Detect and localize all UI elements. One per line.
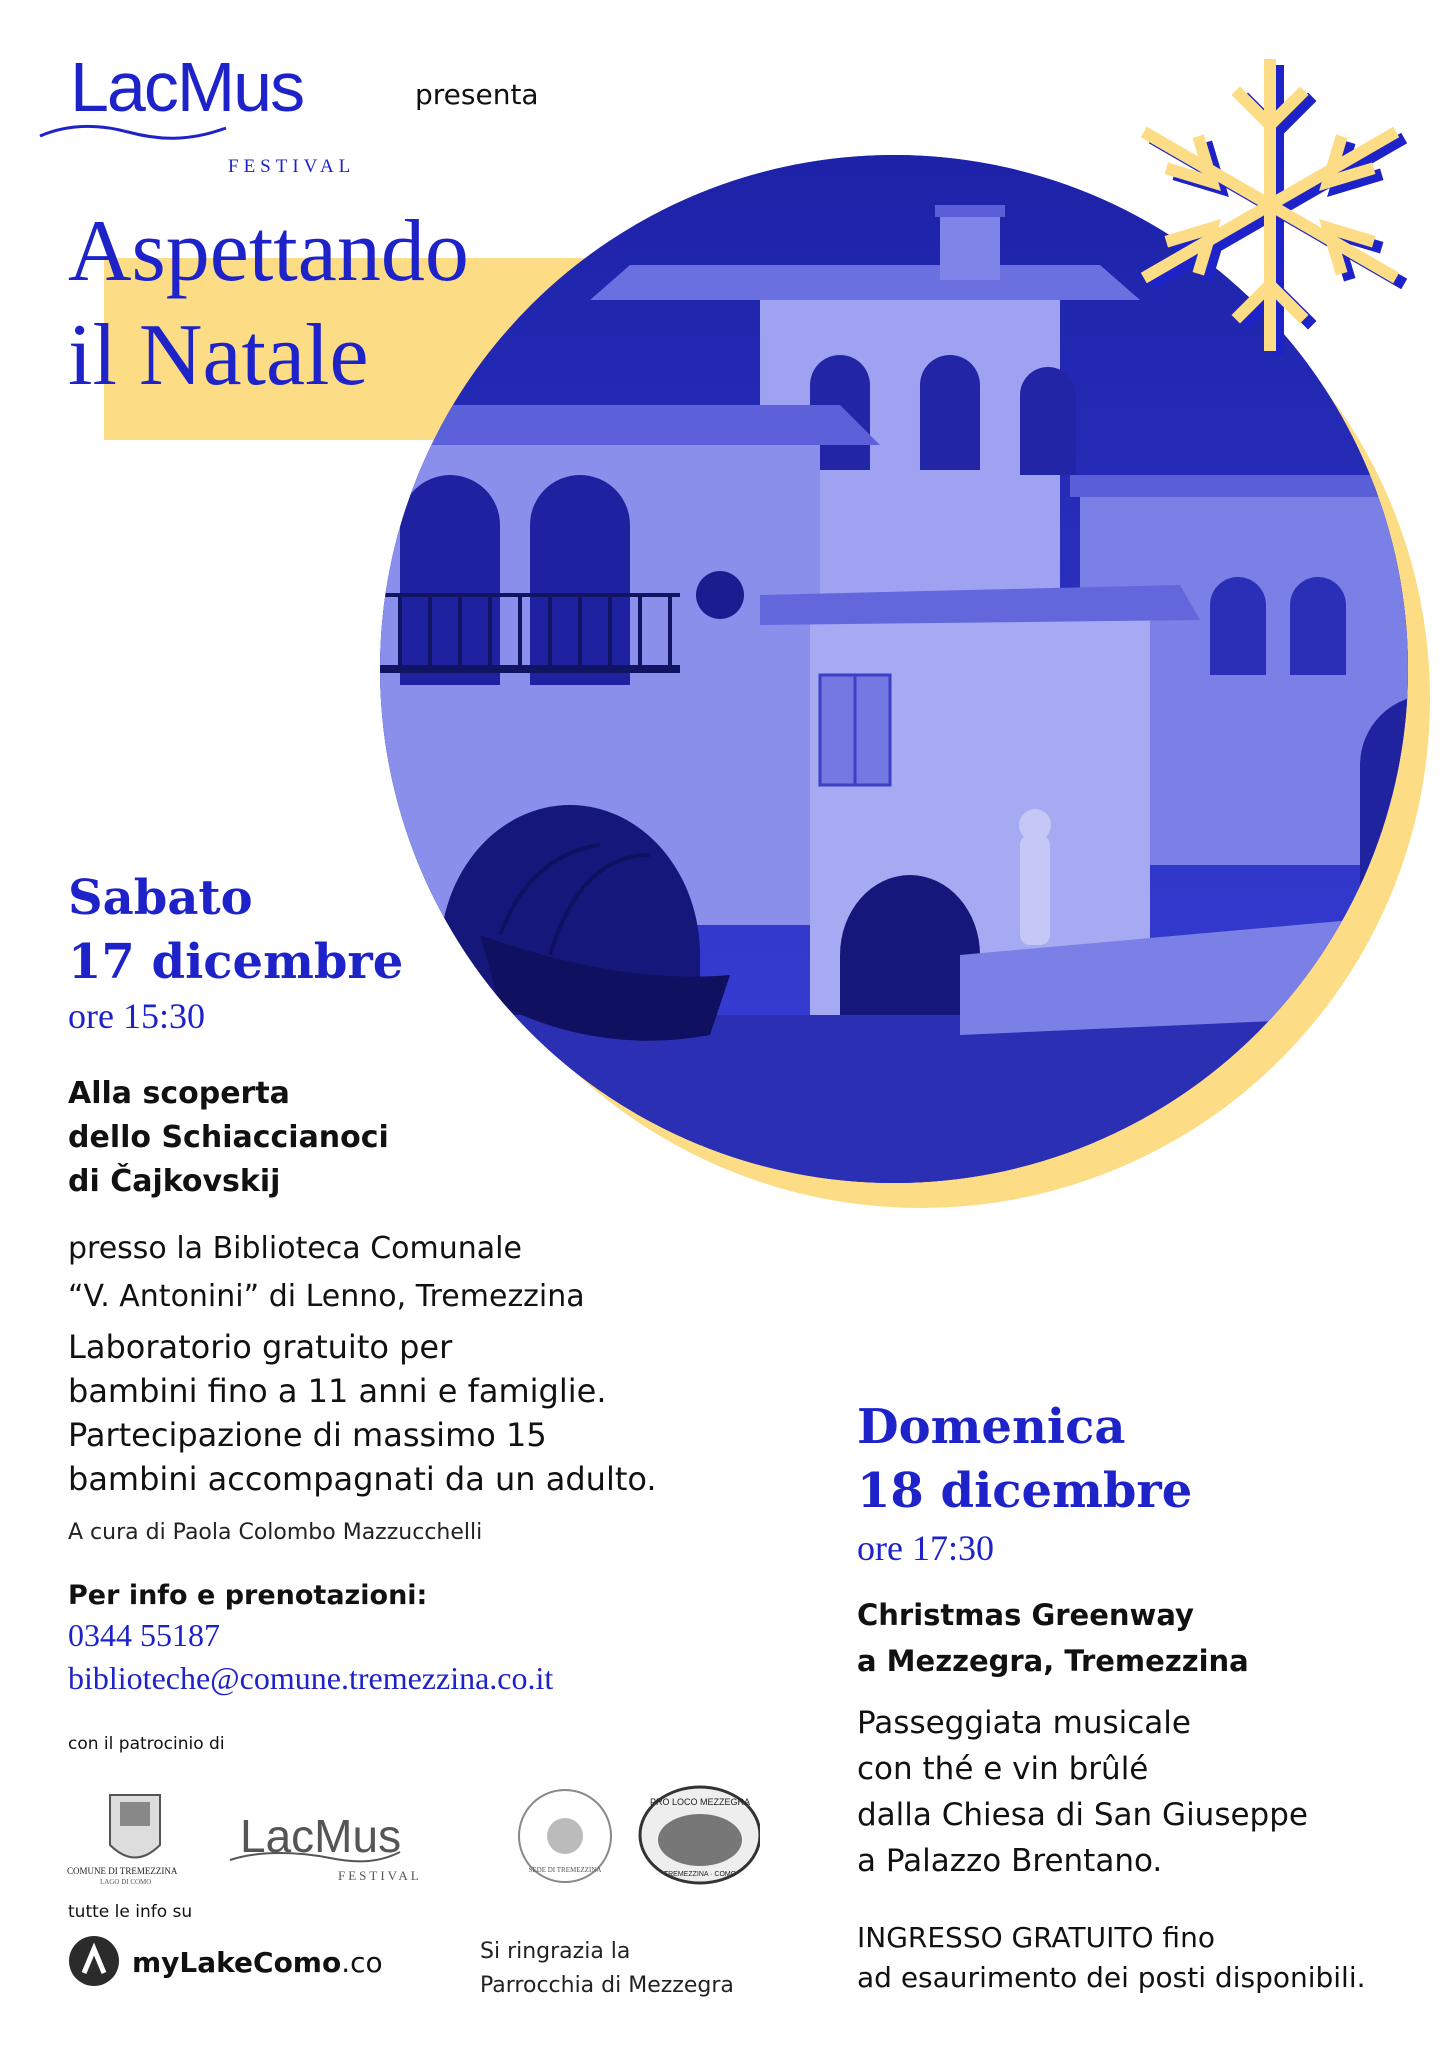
info-heading: Per info e prenotazioni: (68, 1580, 428, 1611)
logo-wave-icon (38, 118, 228, 148)
svg-text:COMUNE DI TREMEZZINA: COMUNE DI TREMEZZINA (67, 1866, 178, 1876)
presenta-label: presenta (415, 78, 539, 111)
avis-logo-icon (519, 1790, 611, 1882)
svg-text:SEDE DI TREMEZZINA: SEDE DI TREMEZZINA (528, 1866, 602, 1874)
web-info-label: tutte le info su (68, 1902, 193, 1922)
patronage-label: con il patrocinio di (68, 1734, 225, 1754)
comune-crest-icon (67, 1795, 178, 1886)
page-title: Aspettando il Natale (68, 203, 469, 404)
lacmus-logo-festival: FESTIVAL (228, 156, 356, 177)
free-entry-notice: INGRESSO GRATUITO fino ad esaurimento dei posti disponibili. (857, 1921, 1366, 1994)
snowflake-icon (1120, 55, 1420, 355)
saturday-date: Sabato 17 dicembre (68, 870, 404, 990)
phone-link[interactable]: 0344 55187 (68, 1617, 220, 1653)
saturday-description: Laboratorio gratuito per bambini fino a 11 anni e famiglie. Partecipazione di massimo 15 bambini accompagnati da un adulto. (68, 1328, 657, 1498)
sunday-description: Passeggiata musicale con thé e vin brûlé dalla Chiesa di San Giuseppe a Palazzo Brentano. (857, 1705, 1308, 1879)
saturday-venue: presso la Biblioteca Comunale “V. Antonini” di Lenno, Tremezzina (68, 1231, 585, 1314)
sunday-time: ore 17:30 (857, 1528, 994, 1568)
mylakecomo-link[interactable]: myLakeComo.co (132, 1946, 383, 1979)
saturday-event-title: Alla scoperta dello Schiaccianoci di Čajkovskij (68, 1076, 389, 1199)
sponsor-logos (60, 1780, 760, 1890)
thanks-note: Si ringrazia la Parrocchia di Mezzegra (480, 1939, 734, 1998)
sunday-date: Domenica 18 dicembre (857, 1399, 1193, 1519)
svg-text:FESTIVAL: FESTIVAL (338, 1868, 422, 1883)
svg-text:LAGO DI COMO: LAGO DI COMO (100, 1878, 152, 1886)
sunday-event-title: Christmas Greenway a Mezzegra, Tremezzina (857, 1598, 1249, 1678)
proloco-logo-icon (640, 1787, 760, 1883)
lacmus-logo: LacMus (70, 48, 304, 126)
curator-credit: A cura di Paola Colombo Mazzucchelli (68, 1520, 483, 1545)
mylakecomo-logo-icon[interactable] (68, 1935, 120, 1987)
svg-text:LacMus: LacMus (240, 1810, 402, 1862)
saturday-time: ore 15:30 (68, 996, 205, 1036)
svg-text:TREMEZZINA · COMO: TREMEZZINA · COMO (663, 1871, 737, 1878)
svg-text:PRO LOCO MEZZEGRA: PRO LOCO MEZZEGRA (649, 1797, 751, 1807)
email-link[interactable]: biblioteche@comune.tremezzina.co.it (68, 1660, 554, 1696)
